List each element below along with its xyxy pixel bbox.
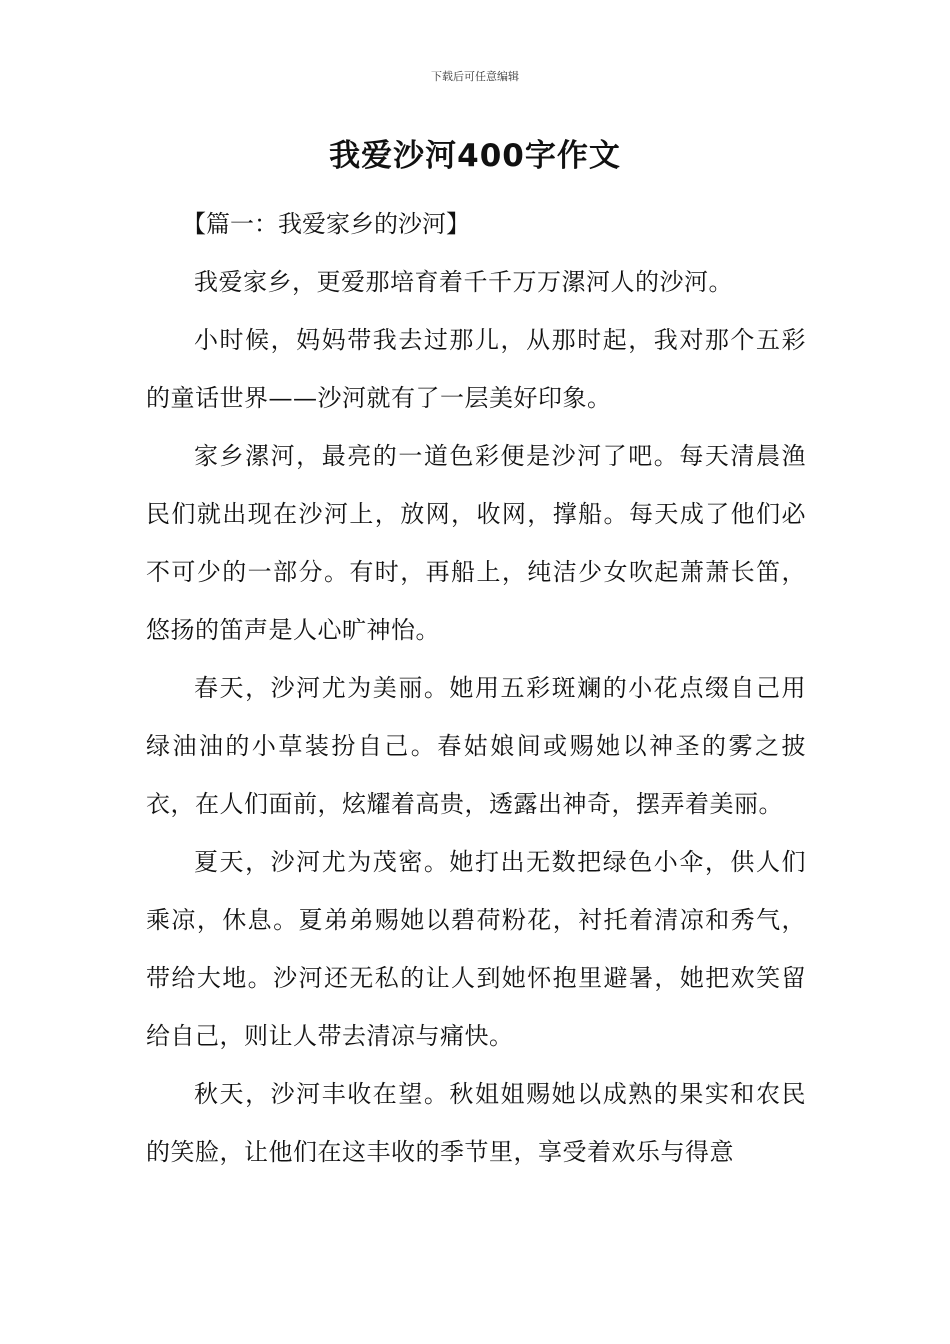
paragraph-6: 秋天，沙河丰收在望。秋姐姐赐她以成熟的果实和农民的笑脸，让他们在这丰收的季节里，享受着欢乐与得意 — [146, 1080, 806, 1166]
page-title: 我爱沙河400字作文 — [329, 138, 621, 174]
paragraph-3: 家乡漯河，最亮的一道色彩便是沙河了吧。每天清晨渔民们就出现在沙河上，放网，收网，撑船。每天成了他们必不可少的一部分。有时，再船上，纯洁少女吹起萧萧长笛，悠扬的笛声是人心旷神怡。 — [146, 442, 806, 644]
paragraph-4: 春天，沙河尤为美丽。她用五彩斑斓的小花点缀自己用绿油油的小草装扮自己。春姑娘间或赐她以神圣的雾之披衣，在人们面前，炫耀着高贵，透露出神奇，摆弄着美丽。 — [146, 674, 806, 818]
paragraph-5: 夏天，沙河尤为茂密。她打出无数把绿色小伞，供人们乘凉，休息。夏弟弟赐她以碧荷粉花，衬托着清凉和秀气，带给大地。沙河还无私的让人到她怀抱里避暑，她把欢笑留给自己，则让人带去清凉与痛快。 — [146, 848, 806, 1050]
header-note: 下载后可任意编辑 — [431, 70, 519, 83]
paragraph-1: 我爱家乡，更爱那培育着千千万万漯河人的沙河。 — [194, 268, 733, 296]
section-heading: 【篇一：我爱家乡的沙河】 — [182, 210, 470, 238]
article-body — [146, 195, 806, 1181]
paragraph-2: 小时候，妈妈带我去过那儿，从那时起，我对那个五彩的童话世界——沙河就有了一层美好印象。 — [146, 326, 806, 412]
